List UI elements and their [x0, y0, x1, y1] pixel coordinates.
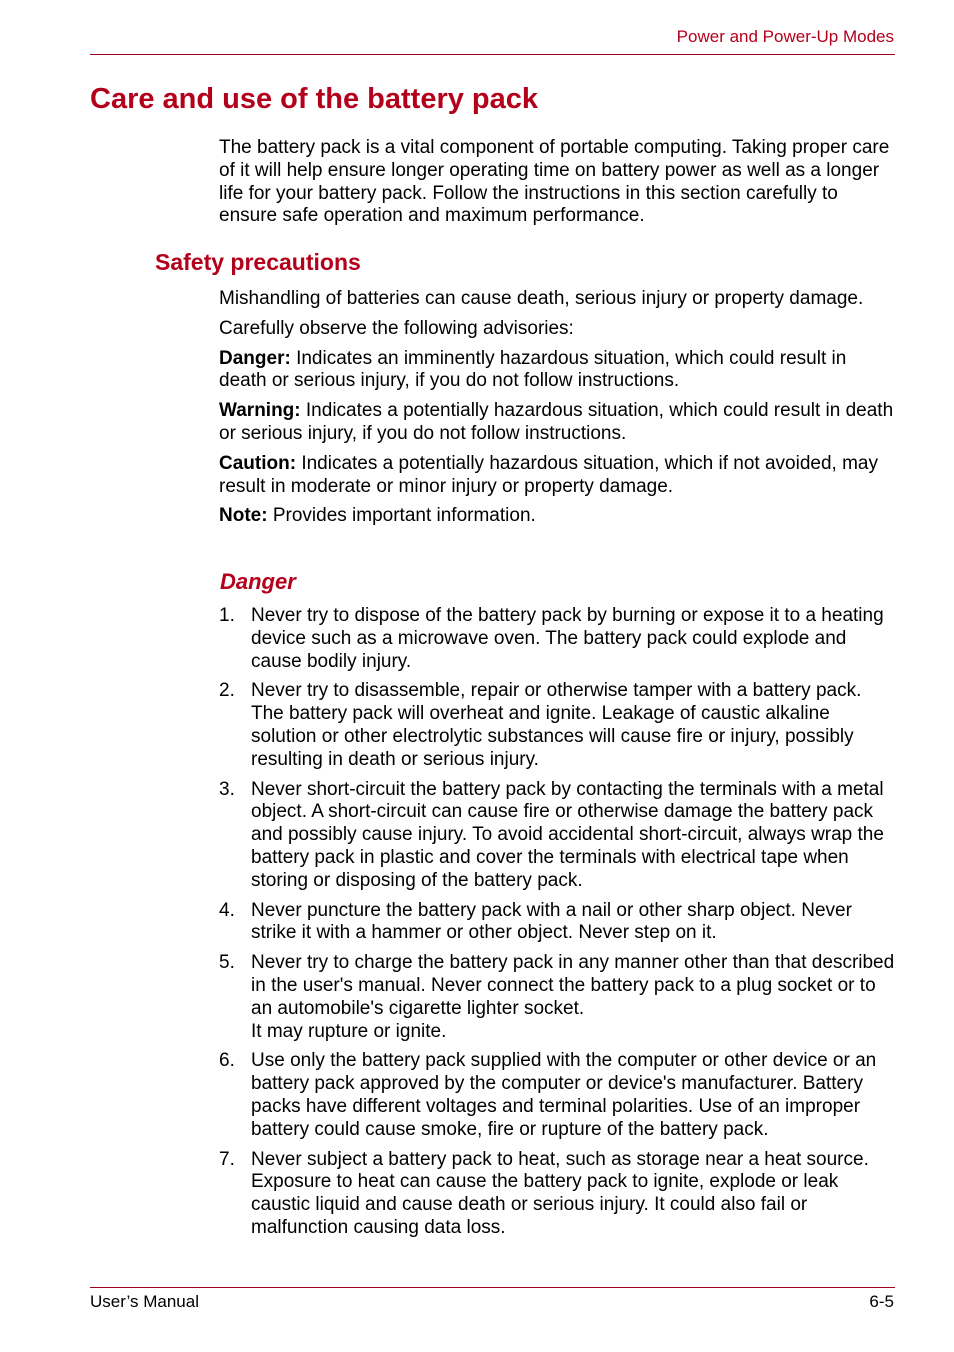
list-number: 1. [219, 605, 235, 626]
list-item [219, 605, 899, 673]
header-rule [90, 54, 895, 55]
list-number: 4. [219, 899, 235, 921]
list-text: Never puncture the battery pack with a nail or other sharp object. Never strike it with a hammer or other object. Never step on it. [251, 899, 852, 944]
list-text: Never subject a battery pack to heat, such as storage near a heat source. Exposure to heat can cause the battery pack to ignite, explode or leak caustic liquid and cause death or serious injury. It could also fail or malfunction causing data loss. [251, 1148, 869, 1238]
page-number: 6-5 [869, 1292, 894, 1311]
section-title-safety: Safety precautions [155, 249, 361, 275]
list-text: Never try to dispose of the battery pack by burning or expose it to a heating device such as a microwave oven. The battery pack could explode and cause bodily injury. [251, 605, 884, 672]
list-item [219, 900, 899, 946]
list-text: Never try to disassemble, repair or otherwise tamper with a battery pack. The battery pack will overheat and ignite. Leakage of caustic alkaline solution or other electrolytic substances will cause fire or injury, possibly resulting in death or serious injury. [251, 680, 862, 770]
list-item [219, 1050, 899, 1141]
advisory-label: Caution: [219, 452, 297, 474]
list-item [219, 779, 899, 893]
advisory-label: Note: [219, 505, 268, 527]
footer-rule [90, 1287, 895, 1288]
list-text: Use only the battery pack supplied with the computer or other device or an battery pack approved by the computer or device's manufacturer. Battery packs have different voltages and terminal polarities. Use of an improper battery could cause smoke, fire or rupture of the battery pack. [251, 1050, 877, 1140]
danger-list [219, 605, 899, 1247]
safety-content [219, 288, 899, 535]
advisory-text: Indicates an imminently hazardous situation, which could result in death or serious injury, if you do not follow instructions. [219, 347, 847, 392]
advisory-text: Indicates a potentially hazardous situation, which if not avoided, may result in moderate or minor injury or property damage. [219, 452, 878, 497]
subsection-title-danger: Danger [220, 569, 296, 594]
list-number: 5. [219, 952, 235, 974]
list-item [219, 1149, 899, 1240]
safety-paragraph-1: Mishandling of batteries can cause death, serious injury or property damage. [219, 288, 864, 309]
advisory-warning [219, 400, 899, 446]
page-title: Care and use of the battery pack [90, 83, 539, 115]
list-number: 3. [219, 778, 235, 800]
advisory-text: Indicates a potentially hazardous situation, which could result in death or serious injury, if you do not follow instructions. [219, 400, 894, 444]
list-number: 7. [219, 1148, 235, 1170]
advisory-caution [219, 453, 899, 499]
footer-manual-name: User’s Manual [90, 1292, 199, 1311]
safety-paragraph-2: Carefully observe the following advisories: [219, 317, 574, 339]
running-header: Power and Power-Up Modes [676, 27, 894, 46]
list-number: 2. [219, 680, 235, 702]
list-number: 6. [219, 1050, 235, 1072]
list-text-continued: It may rupture or ignite. [251, 1020, 447, 1042]
advisory-label: Warning: [219, 400, 301, 422]
advisory-note [219, 505, 899, 528]
advisory-label: Danger: [219, 347, 291, 369]
intro-paragraph: The battery pack is a vital component of portable computing. Taking proper care of it will help ensure longer operating time on battery power as well as a longer life for your battery pack. Follow the instructions in this section carefully to ensure safe operation and maximum performance. [219, 137, 890, 227]
advisory-text: Provides important information. [267, 505, 536, 527]
list-text: Never short-circuit the battery pack by contacting the terminals with a metal object. A short-circuit can cause fire or otherwise damage the battery pack and possibly cause injury. To avoid accidental short-circuit, always wrap the battery pack in plastic and cover the terminals with electrical tape when storing or disposing of the battery pack. [251, 778, 884, 891]
advisory-danger [219, 348, 899, 394]
list-item [219, 952, 899, 1043]
list-item [219, 680, 899, 771]
list-text: Never try to charge the battery pack in any manner other than that described in the user's manual. Never connect the battery pack to a plug socket or to an automobile's cigarette lighter socket. [251, 952, 895, 1019]
